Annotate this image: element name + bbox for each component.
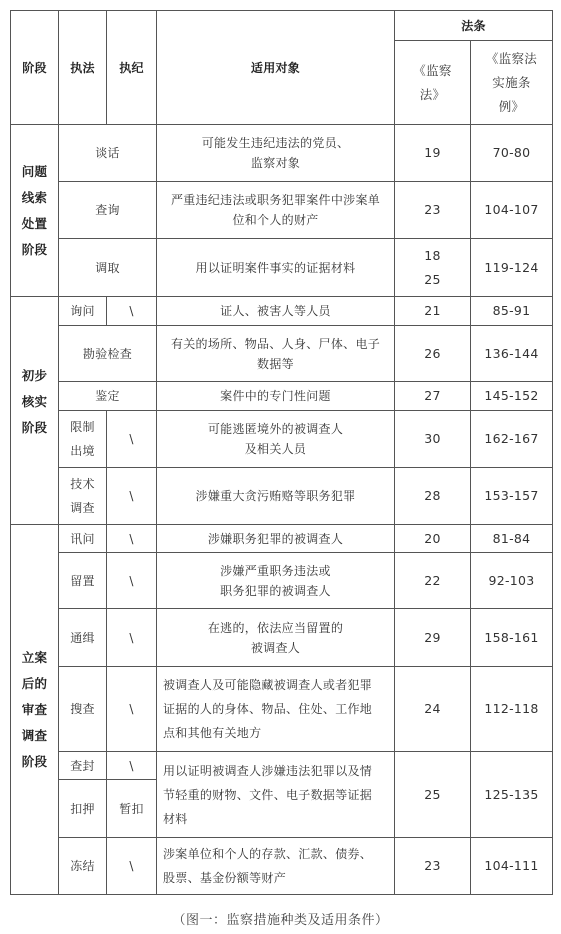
regs-seal-seize: 125-135 xyxy=(471,752,553,838)
measures-table xyxy=(10,10,553,895)
stage-preliminary-verification: 初步 核实 阶段 xyxy=(11,297,59,525)
law-detention: 22 xyxy=(395,553,471,609)
law-talk: 19 xyxy=(395,125,471,182)
measure-talk: 谈话 xyxy=(59,125,157,182)
target-search: 被调查人及可能隐藏被调查人或者犯罪 证据的人的身体、物品、住处、工作地 点和其他有关地方 xyxy=(157,667,395,752)
measure-retrieve: 调取 xyxy=(59,239,157,297)
disc-freeze: \ xyxy=(107,838,157,895)
header-supervision-law: 《监察 法》 xyxy=(395,41,471,125)
stage-clue-handling: 问题 线索 处置 阶段 xyxy=(11,125,59,297)
disc-detention: \ xyxy=(107,553,157,609)
measure-inquiry: 查询 xyxy=(59,182,157,239)
header-target: 适用对象 xyxy=(157,11,395,125)
law-search: 24 xyxy=(395,667,471,752)
target-appraisal: 案件中的专门性问题 xyxy=(157,382,395,411)
regs-inspection: 136-144 xyxy=(471,326,553,382)
target-inquiry: 严重违纪违法或职务犯罪案件中涉案单 位和个人的财产 xyxy=(157,182,395,239)
disc-search: \ xyxy=(107,667,157,752)
regs-exit-restriction: 162-167 xyxy=(471,411,553,468)
target-question: 证人、被害人等人员 xyxy=(157,297,395,326)
header-enforce: 执法 xyxy=(59,11,107,125)
measure-interrogation: 讯问 xyxy=(59,525,107,553)
regs-question: 85-91 xyxy=(471,297,553,326)
figure-caption: （图一：监察措施种类及适用条件） xyxy=(172,913,389,928)
disc-interrogation: \ xyxy=(107,525,157,553)
disc-exit-restriction: \ xyxy=(107,411,157,468)
target-talk: 可能发生违纪违法的党员、 监察对象 xyxy=(157,125,395,182)
header-law: 法条 xyxy=(395,11,553,41)
target-freeze: 涉案单位和个人的存款、汇款、债券、 股票、基金份额等财产 xyxy=(157,838,395,895)
measure-inspection: 勘验检查 xyxy=(59,326,157,382)
regs-talk: 70-80 xyxy=(471,125,553,182)
header-discipline: 执纪 xyxy=(107,11,157,125)
law-question: 21 xyxy=(395,297,471,326)
target-seal-seize: 用以证明被调查人涉嫌违法犯罪以及情 节轻重的财物、文件、电子数据等证据 材料 xyxy=(157,752,395,838)
measure-exit-restriction: 限制 出境 xyxy=(59,411,107,468)
measure-detention: 留置 xyxy=(59,553,107,609)
regs-technical-investigation: 153-157 xyxy=(471,468,553,525)
target-inspection: 有关的场所、物品、人身、尸体、电子 数据等 xyxy=(157,326,395,382)
measure-seal: 查封 xyxy=(59,752,107,780)
header-stage: 阶段 xyxy=(11,11,59,125)
measure-appraisal: 鉴定 xyxy=(59,382,157,411)
target-exit-restriction: 可能逃匿境外的被调查人 及相关人员 xyxy=(157,411,395,468)
target-interrogation: 涉嫌职务犯罪的被调查人 xyxy=(157,525,395,553)
measure-wanted: 通缉 xyxy=(59,609,107,667)
regs-freeze: 104-111 xyxy=(471,838,553,895)
header-supervision-regulations: 《监察法 实施条 例》 xyxy=(471,41,553,125)
law-wanted: 29 xyxy=(395,609,471,667)
disc-question: \ xyxy=(107,297,157,326)
disc-seize: 暂扣 xyxy=(107,780,157,838)
target-detention: 涉嫌严重职务违法或 职务犯罪的被调查人 xyxy=(157,553,395,609)
regs-wanted: 158-161 xyxy=(471,609,553,667)
measure-search: 搜查 xyxy=(59,667,107,752)
regs-appraisal: 145-152 xyxy=(471,382,553,411)
disc-seal: \ xyxy=(107,752,157,780)
law-exit-restriction: 30 xyxy=(395,411,471,468)
law-inspection: 26 xyxy=(395,326,471,382)
regs-retrieve: 119-124 xyxy=(471,239,553,297)
regs-interrogation: 81-84 xyxy=(471,525,553,553)
target-wanted: 在逃的，依法应当留置的 被调查人 xyxy=(157,609,395,667)
disc-technical-investigation: \ xyxy=(107,468,157,525)
law-appraisal: 27 xyxy=(395,382,471,411)
measure-technical-investigation: 技术 调查 xyxy=(59,468,107,525)
disc-wanted: \ xyxy=(107,609,157,667)
law-interrogation: 20 xyxy=(395,525,471,553)
measure-seize: 扣押 xyxy=(59,780,107,838)
measure-freeze: 冻结 xyxy=(59,838,107,895)
target-retrieve: 用以证明案件事实的证据材料 xyxy=(157,239,395,297)
law-freeze: 23 xyxy=(395,838,471,895)
law-seal-seize: 25 xyxy=(395,752,471,838)
law-technical-investigation: 28 xyxy=(395,468,471,525)
measure-question: 询问 xyxy=(59,297,107,326)
law-retrieve: 18 25 xyxy=(395,239,471,297)
regs-search: 112-118 xyxy=(471,667,553,752)
law-inquiry: 23 xyxy=(395,182,471,239)
regs-detention: 92-103 xyxy=(471,553,553,609)
regs-inquiry: 104-107 xyxy=(471,182,553,239)
stage-post-filing-investigation: 立案 后的 审查 调查 阶段 xyxy=(11,525,59,895)
target-technical-investigation: 涉嫌重大贪污贿赂等职务犯罪 xyxy=(157,468,395,525)
